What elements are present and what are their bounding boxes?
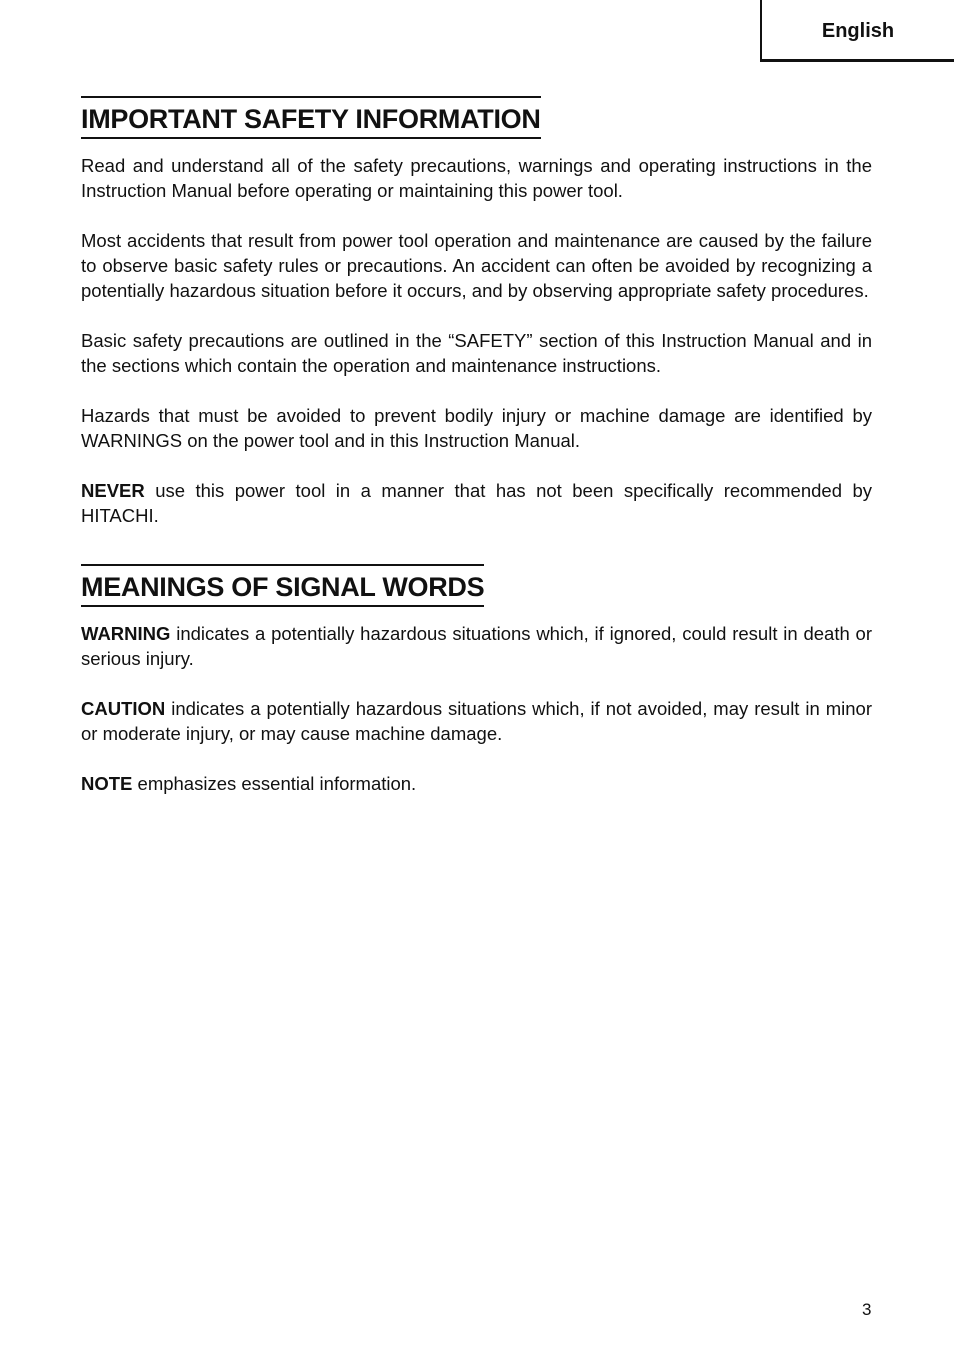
note-keyword: NOTE: [81, 773, 133, 794]
important-safety-heading: IMPORTANT SAFETY INFORMATION: [81, 96, 541, 139]
signal-words-heading: MEANINGS OF SIGNAL WORDS: [81, 564, 484, 607]
warning-keyword: WARNING: [81, 623, 171, 644]
language-label: English: [821, 20, 895, 42]
caution-keyword: CAUTION: [81, 698, 166, 719]
never-text: use this power tool in a manner that has not been specifically recommended by HITACHI.: [81, 480, 872, 526]
safety-paragraph-1: Read and understand all of the safety precautions, warnings and operating instructions in the Instruction Manual before operating or maintaining this power tool.: [81, 155, 872, 201]
safety-paragraph-4: Hazards that must be avoided to prevent bodily injury or machine damage are identified by WARNINGS on the power tool and in this Instruction Manual.: [81, 405, 872, 451]
never-paragraph: [81, 478, 872, 528]
signal-words-section: [81, 564, 872, 796]
never-keyword: NEVER: [81, 480, 145, 501]
safety-paragraph-2: Most accidents that result from power tool operation and maintenance are caused by the failure to observe basic safety rules or precautions. An accident can often be avoided by recognizing a potentially hazardous situation before it occurs, and by observing appropriate safety procedures.: [81, 230, 872, 301]
warning-definition: [81, 621, 872, 671]
page-number: 3: [862, 1300, 872, 1319]
note-text: emphasizes essential information.: [132, 773, 417, 794]
warning-text: indicates a potentially hazardous situations which, if ignored, could result in death or serious injury.: [81, 623, 872, 669]
note-definition: [81, 771, 872, 796]
caution-text: indicates a potentially hazardous situations which, if not avoided, may result in minor or moderate injury, or may cause machine damage.: [81, 698, 872, 744]
caution-definition: [81, 696, 872, 746]
safety-paragraph-3: Basic safety precautions are outlined in the “SAFETY” section of this Instruction Manual and in the sections which contain the operation and maintenance instructions.: [81, 330, 872, 376]
page-content: [81, 96, 872, 821]
language-tab: [760, 0, 954, 62]
